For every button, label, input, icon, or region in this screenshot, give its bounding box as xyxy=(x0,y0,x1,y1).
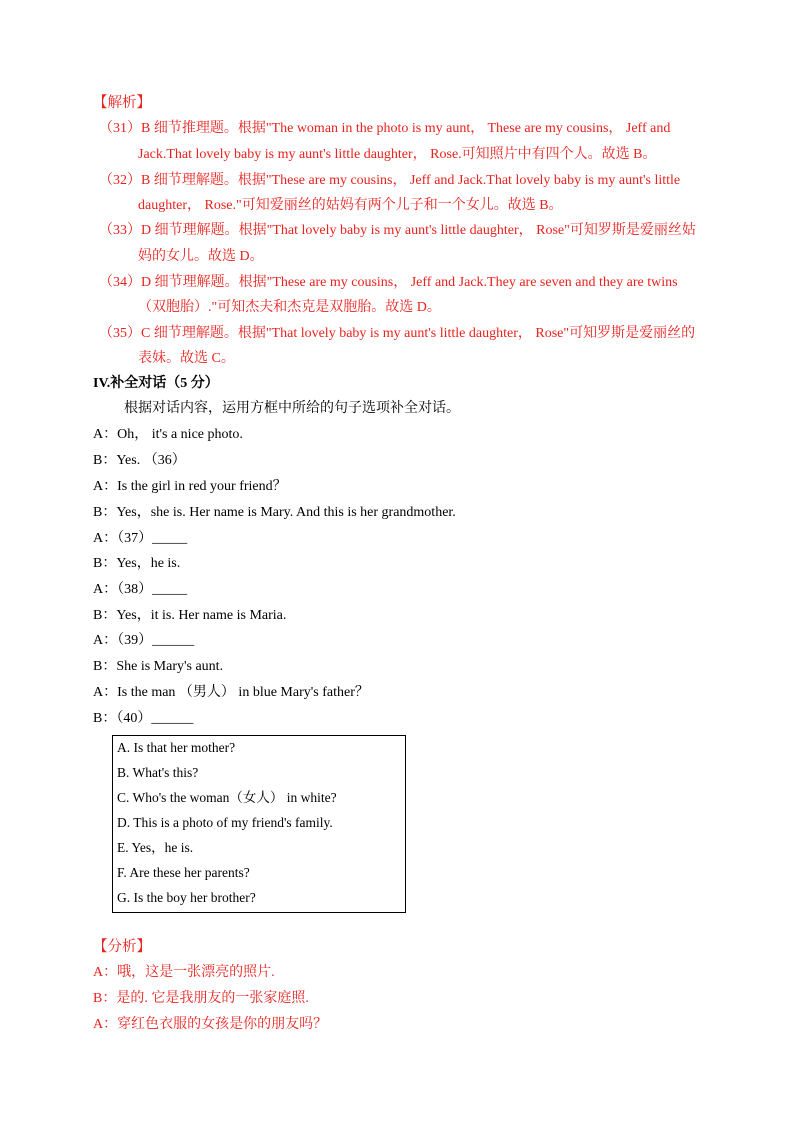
dialogue-line: A：（38）_____ xyxy=(93,582,188,597)
dialogue-line: B：Yes，she is. Her name is Mary. And this is her grandmother. xyxy=(93,505,456,520)
analysis-item-31-line1: （31）B 细节推理题。根据"The woman in the photo is my aunt， These are my cousins， Jeff and xyxy=(99,121,671,136)
analysis-item-35-line2: 表妹。故选 C。 xyxy=(138,351,235,366)
dialogue-line: A：Is the man （男人） in blue Mary's father？ xyxy=(93,685,369,700)
analysis-item-31-line2: Jack.That lovely baby is my aunt's little daughter， Rose.可知照片中有四个人。故选 B。 xyxy=(138,147,657,162)
dialogue-line: A：Is the girl in red your friend？ xyxy=(93,479,287,494)
fenxi-line: A：哦，这是一张漂亮的照片. xyxy=(93,965,275,980)
dialogue-line: B：Yes，it is. Her name is Maria. xyxy=(93,608,287,623)
dialogue-line: B：（40）______ xyxy=(93,711,194,726)
analysis-item-34-line2: （双胞胎）."可知杰夫和杰克是双胞胎。故选 D。 xyxy=(138,300,441,315)
option-d: D. This is a photo of my friend's family. xyxy=(117,815,333,830)
analysis-item-32-line1: （32）B 细节理解题。根据"These are my cousins， Jeff and Jack.That lovely baby is my aunt's little xyxy=(99,173,681,188)
dialogue-line: A：（39）______ xyxy=(93,633,195,648)
option-e: E. Yes，he is. xyxy=(117,840,194,855)
fenxi-header: 【分析】 xyxy=(93,939,151,955)
option-b: B. What's this? xyxy=(117,765,199,780)
option-c: C. Who's the woman（女人） in white? xyxy=(117,790,337,805)
dialogue-line: A：Oh， it's a nice photo. xyxy=(93,427,243,442)
option-g: G. Is the boy her brother? xyxy=(117,890,256,905)
dialogue-line: A：（37）_____ xyxy=(93,531,188,546)
fenxi-line: A：穿红色衣服的女孩是你的朋友吗？ xyxy=(93,1017,328,1032)
option-a: A. Is that her mother? xyxy=(117,740,236,755)
dialogue-line: B：She is Mary's aunt. xyxy=(93,659,224,674)
section-title: IV.补全对话（5 分） xyxy=(93,376,219,391)
section-instruction: 根据对话内容，运用方框中所给的句子选项补全对话。 xyxy=(124,401,460,416)
analysis-item-33-line2: 妈的女儿。故选 D。 xyxy=(138,249,264,264)
analysis-item-34-line1: （34）D 细节理解题。根据"These are my cousins， Jeff and Jack.They are seven and they are twins xyxy=(99,275,678,290)
analysis-header: 【解析】 xyxy=(93,95,151,111)
analysis-item-35-line1: （35）C 细节理解题。根据"That lovely baby is my aunt's little daughter， Rose"可知罗斯是爱丽丝的 xyxy=(99,326,696,341)
option-f: F. Are these her parents? xyxy=(117,865,250,880)
options-box xyxy=(112,735,406,913)
dialogue-line: B：Yes，he is. xyxy=(93,556,181,571)
dialogue-line: B：Yes. （36） xyxy=(93,453,186,468)
analysis-item-32-line2: daughter， Rose."可知爱丽丝的姑妈有两个儿子和一个女儿。故选 B。 xyxy=(138,198,563,213)
fenxi-line: B：是的. 它是我朋友的一张家庭照. xyxy=(93,991,309,1006)
analysis-item-33-line1: （33）D 细节理解题。根据"That lovely baby is my aunt's little daughter， Rose"可知罗斯是爱丽丝姑 xyxy=(99,223,696,238)
